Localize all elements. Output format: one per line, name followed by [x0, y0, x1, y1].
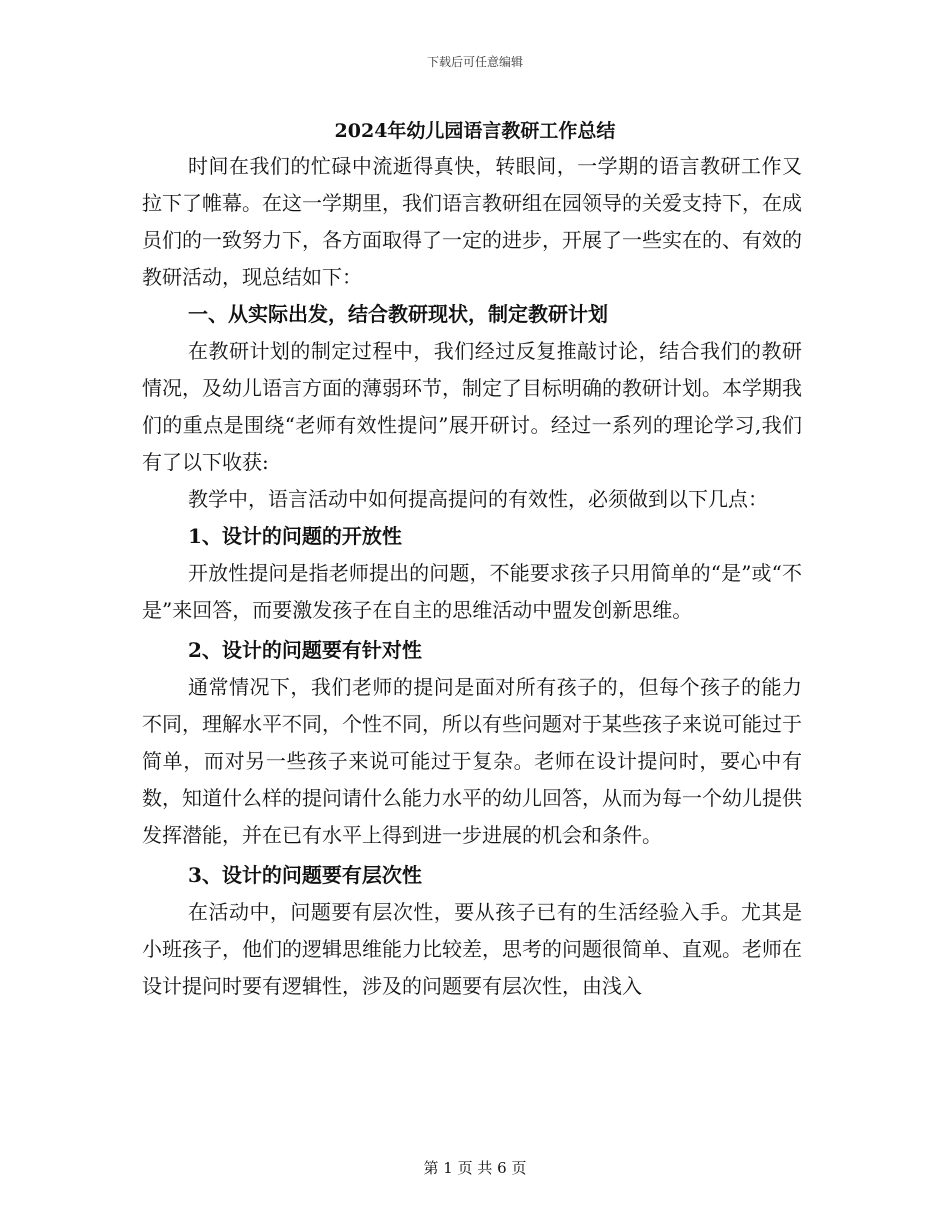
paragraph-openness: 开放性提问是指老师提出的问题，不能要求孩子只用简单的“是”或“不是”来回答，而要激发孩子在自主的思维活动中盟发创新思维。: [142, 561, 802, 622]
subheading-openness: 1、设计的问题的开放性: [188, 524, 402, 548]
section-heading-1: 一、从实际出发，结合教研现状，制定教研计划: [188, 302, 608, 326]
page-number: 第 1 页 共 6 页: [423, 1159, 527, 1177]
document-body: [142, 148, 802, 1005]
paragraph-plan: 在教研计划的制定过程中，我们经过反复推敲讨论，结合我们的教研情况，及幼儿语言方面的薄弱环节，制定了目标明确的教研计划。本学期我们的重点是围绕“老师有效性提问”展开研讨。经过一系列的理论学习,我们有了以下收获:: [142, 339, 802, 474]
paragraph-key-points: 教学中，语言活动中如何提高提问的有效性，必须做到以下几点：: [188, 487, 768, 511]
document-title: 2024年幼儿园语言教研工作总结: [334, 120, 616, 142]
paragraph-targeting: 通常情况下，我们老师的提问是面对所有孩子的，但每个孩子的能力不同，理解水平不同，个性不同，所以有些问题对于某些孩子来说可能过于简单，而对另一些孩子来说可能过于复杂。老师在设计提问时，要心中有数，知道什么样的提问请什么能力水平的幼儿回答，从而为每一个幼儿提供发挥潜能，并在已有水平上得到进一步进展的机会和条件。: [142, 675, 802, 847]
header-note: 下载后可任意编辑: [426, 55, 523, 69]
paragraph-layering: 在活动中，问题要有层次性，要从孩子已有的生活经验入手。尤其是小班孩子，他们的逻辑思维能力比较差，思考的问题很简单、直观。老师在设计提问时要有逻辑性，涉及的问题要有层次性，由浅入: [142, 900, 802, 998]
subheading-targeting: 2、设计的问题要有针对性: [188, 638, 422, 662]
intro-paragraph: 时间在我们的忙碌中流逝得真快，转眼间，一学期的语言教研工作又拉下了帷幕。在这一学期里，我们语言教研组在园领导的关爱支持下，在成员们的一致努力下，各方面取得了一定的进步，开展了一些实在的、有效的教研活动，现总结如下：: [142, 154, 802, 289]
subheading-layering: 3、设计的问题要有层次性: [188, 863, 422, 887]
